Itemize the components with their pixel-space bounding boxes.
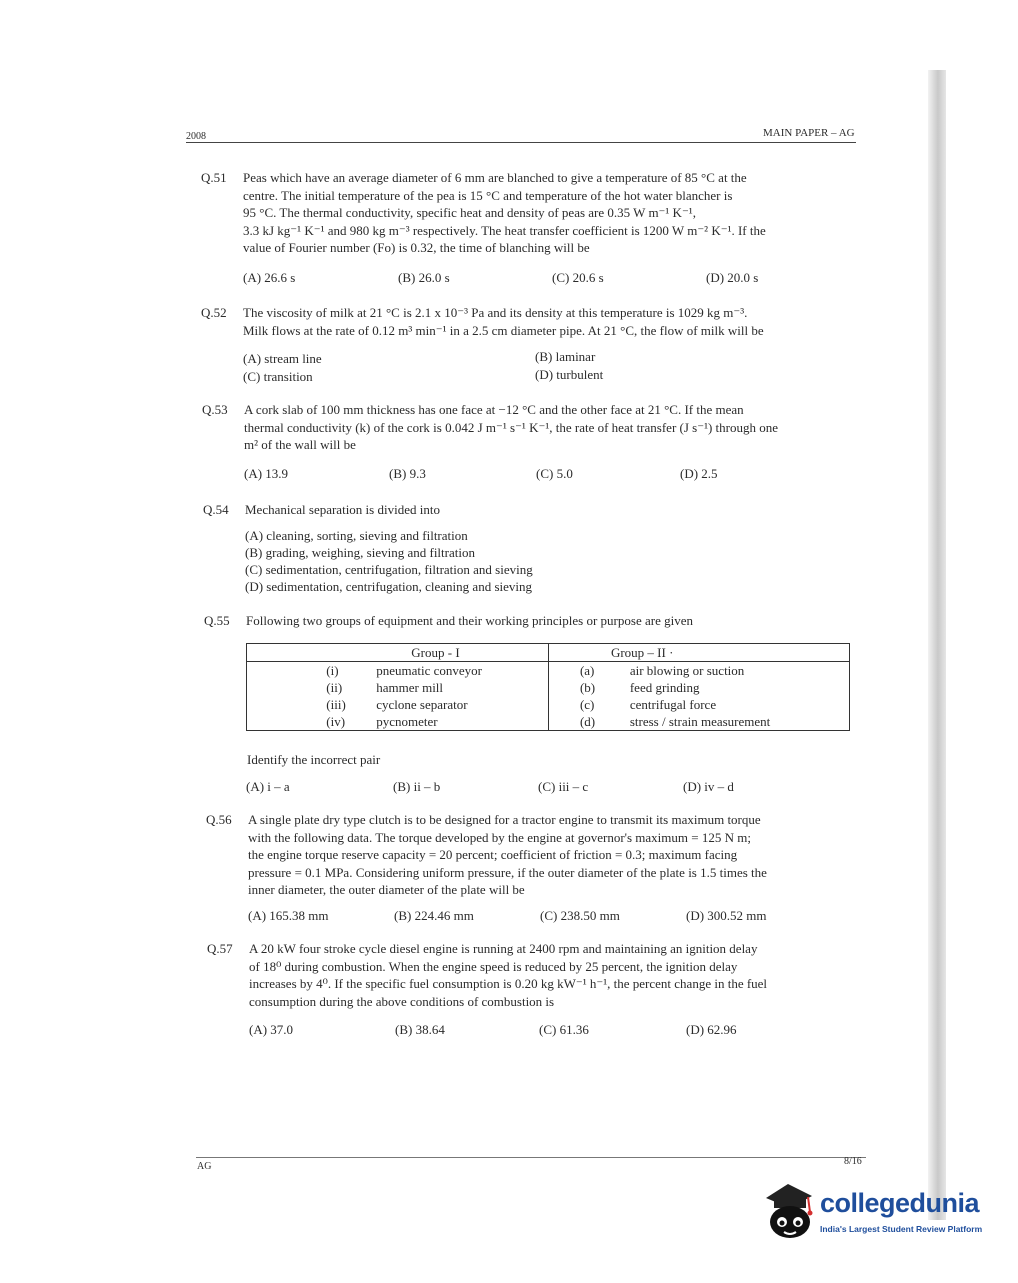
group-1-number: (iii) xyxy=(326,697,346,712)
header-year: 2008 xyxy=(186,131,206,142)
option-b[interactable]: (B) 9.3 xyxy=(389,466,426,481)
question-line: thermal conductivity (k) of the cork is 0.042 J m⁻¹ s⁻¹ K⁻¹, the rate of heat transfer (J s⁻¹) through one xyxy=(244,419,779,435)
question-line: with the following data. The torque developed by the engine at governor's maximum = 125 N m; xyxy=(248,829,751,845)
question-line: pressure = 0.1 MPa. Considering uniform pressure, if the outer diameter of the plate is 1.5 times the xyxy=(248,864,767,880)
question-line: inner diameter, the outer diameter of the plate will be xyxy=(248,882,525,897)
option-d[interactable]: (D) 62.96 xyxy=(686,1022,737,1037)
option-b[interactable]: (B) 38.64 xyxy=(395,1022,445,1037)
question-number: Q.52 xyxy=(201,305,227,320)
table-row xyxy=(247,696,850,713)
option-d[interactable]: (D) turbulent xyxy=(535,367,604,382)
question-number: Q.55 xyxy=(204,613,230,628)
table-row xyxy=(247,679,850,696)
group-2-item: centrifugal force xyxy=(630,696,850,713)
options-54 xyxy=(245,527,533,595)
question-line: 95 °C. The thermal conductivity, specific heat and density of peas are 0.35 W m⁻¹ K⁻¹, xyxy=(243,205,696,220)
option-b[interactable]: (B) 26.0 s xyxy=(398,270,450,285)
question-54 xyxy=(203,501,803,519)
question-line: A 20 kW four stroke cycle diesel engine is running at 2400 rpm and maintaining an ignition delay xyxy=(249,941,758,956)
footer-rule xyxy=(196,1157,866,1158)
matching-table xyxy=(246,643,850,731)
question-line: increases by 4⁰. If the specific fuel consumption is 0.20 kg kW⁻¹ h⁻¹, the percent change in the fuel xyxy=(249,976,768,991)
option-a[interactable]: (A) 37.0 xyxy=(249,1022,294,1037)
group-1-item: pneumatic conveyor xyxy=(376,662,548,680)
logo-wordmark: collegedunia xyxy=(820,1188,980,1218)
question-line: The viscosity of milk at 21 °C is 2.1 x 10⁻³ Pa and its density at this temperature is 1029 kg m⁻³. xyxy=(243,305,748,320)
option-b[interactable]: (B) 224.46 mm xyxy=(394,908,474,923)
group-1-item: cyclone separator xyxy=(376,696,548,713)
option-c[interactable]: (C) 5.0 xyxy=(536,466,573,481)
option-d[interactable]: (D) 300.52 mm xyxy=(686,908,767,923)
option-c[interactable]: (C) sedimentation, centrifugation, filtration and sieving xyxy=(245,562,533,577)
option-d[interactable]: (D) iv – d xyxy=(683,779,734,794)
group-1-item: pycnometer xyxy=(376,713,548,731)
question-line: centre. The initial temperature of the pea is 15 °C and temperature of the hot water blancher is xyxy=(243,187,733,203)
question-number: Q.51 xyxy=(201,170,227,185)
question-text: Mechanical separation is divided into xyxy=(245,502,440,517)
question-line: A cork slab of 100 mm thickness has one face at −12 °C and the other face at 21 °C. If the mean xyxy=(244,402,744,417)
option-c[interactable]: (C) iii – c xyxy=(538,779,589,794)
option-c[interactable]: (C) 61.36 xyxy=(539,1022,589,1037)
group-2-item: stress / strain measurement xyxy=(630,713,850,731)
question-line: of 18⁰ during combustion. When the engine speed is reduced by 25 percent, the ignition delay xyxy=(249,958,738,974)
question-text xyxy=(244,401,849,454)
option-a[interactable]: (A) 26.6 s xyxy=(243,270,296,285)
question-text xyxy=(249,940,855,1010)
option-a[interactable]: (A) i – a xyxy=(246,779,290,794)
question-line: the engine torque reserve capacity = 20 percent; coefficient of friction = 0.3; maximum facing xyxy=(248,847,738,862)
question-text xyxy=(248,811,854,899)
option-a[interactable]: (A) 13.9 xyxy=(244,466,289,481)
group-1-header: Group - I xyxy=(326,644,548,662)
question-number: Q.53 xyxy=(202,402,228,417)
question-line: m² of the wall will be xyxy=(244,437,356,452)
group-2-letter: (c) xyxy=(579,697,595,712)
group-2-header: Group – II · xyxy=(580,644,850,662)
question-55 xyxy=(204,612,824,630)
collegedunia-logo[interactable] xyxy=(760,1178,990,1248)
group-1-number: (iv) xyxy=(326,713,376,731)
option-c[interactable]: (C) 20.6 s xyxy=(552,270,604,285)
option-a[interactable]: (A) cleaning, sorting, sieving and filtration xyxy=(245,528,468,543)
question-53 xyxy=(202,401,849,454)
question-number: Q.56 xyxy=(206,812,232,827)
table-header-row xyxy=(247,644,850,662)
footer-subject: AG xyxy=(197,1161,212,1172)
option-a[interactable]: (A) stream line xyxy=(243,351,322,366)
question-52 xyxy=(201,304,851,339)
question-number: Q.57 xyxy=(207,941,233,956)
question-line: consumption during the above conditions of combustion is xyxy=(249,993,555,1009)
question-text: Following two groups of equipment and their working principles or purpose are given xyxy=(246,613,693,628)
question-51 xyxy=(201,169,846,257)
header-rule xyxy=(186,142,856,143)
option-c[interactable]: (C) transition xyxy=(243,369,313,384)
question-line: value of Fourier number (Fo) is 0.32, the time of blanching will be xyxy=(243,240,590,255)
option-b[interactable]: (B) laminar xyxy=(535,349,596,364)
question-line: Milk flows at the rate of 0.12 m³ min⁻¹ in a 2.5 cm diameter pipe. At 21 °C, the flow of milk will be xyxy=(243,322,764,338)
option-c[interactable]: (C) 238.50 mm xyxy=(540,908,620,923)
table-row xyxy=(247,662,850,680)
group-1-number: (ii) xyxy=(326,680,343,695)
table-row xyxy=(247,713,850,731)
mascot-icon xyxy=(760,1178,818,1244)
group-2-letter: (d) xyxy=(580,713,630,731)
option-d[interactable]: (D) 20.0 s xyxy=(706,270,759,285)
prompt-text: Identify the incorrect pair xyxy=(247,752,381,767)
group-1-number: (i) xyxy=(326,663,339,678)
question-line: Peas which have an average diameter of 6 mm are blanched to give a temperature of 85 °C at the xyxy=(243,170,747,185)
option-d[interactable]: (D) sedimentation, centrifugation, cleaning and sieving xyxy=(245,579,532,594)
question-line: A single plate dry type clutch is to be designed for a tractor engine to transmit its maximum torque xyxy=(248,812,761,827)
option-a[interactable]: (A) 165.38 mm xyxy=(248,908,329,923)
question-text xyxy=(243,304,851,339)
group-1-item: hammer mill xyxy=(376,679,548,696)
group-2-letter: (b) xyxy=(579,680,596,695)
question-57 xyxy=(207,940,855,1010)
group-2-item: air blowing or suction xyxy=(630,662,850,680)
question-56 xyxy=(206,811,854,899)
header-title: MAIN PAPER – AG xyxy=(763,127,855,139)
question-line: 3.3 kJ kg⁻¹ K⁻¹ and 980 kg m⁻³ respectively. The heat transfer coefficient is 1200 W m⁻² K⁻¹. If the xyxy=(243,222,766,238)
question-text xyxy=(243,169,846,257)
page-number: 8/16 xyxy=(844,1156,862,1167)
question-number: Q.54 xyxy=(203,502,229,517)
option-b[interactable]: (B) grading, weighing, sieving and filtration xyxy=(245,545,475,560)
option-d[interactable]: (D) 2.5 xyxy=(680,466,718,481)
group-2-item: feed grinding xyxy=(630,679,850,696)
option-b[interactable]: (B) ii – b xyxy=(393,779,441,794)
group-2-letter: (a) xyxy=(579,663,595,678)
page-edge-shadow xyxy=(928,70,946,1220)
logo-tagline: India's Largest Student Review Platform xyxy=(820,1224,983,1234)
